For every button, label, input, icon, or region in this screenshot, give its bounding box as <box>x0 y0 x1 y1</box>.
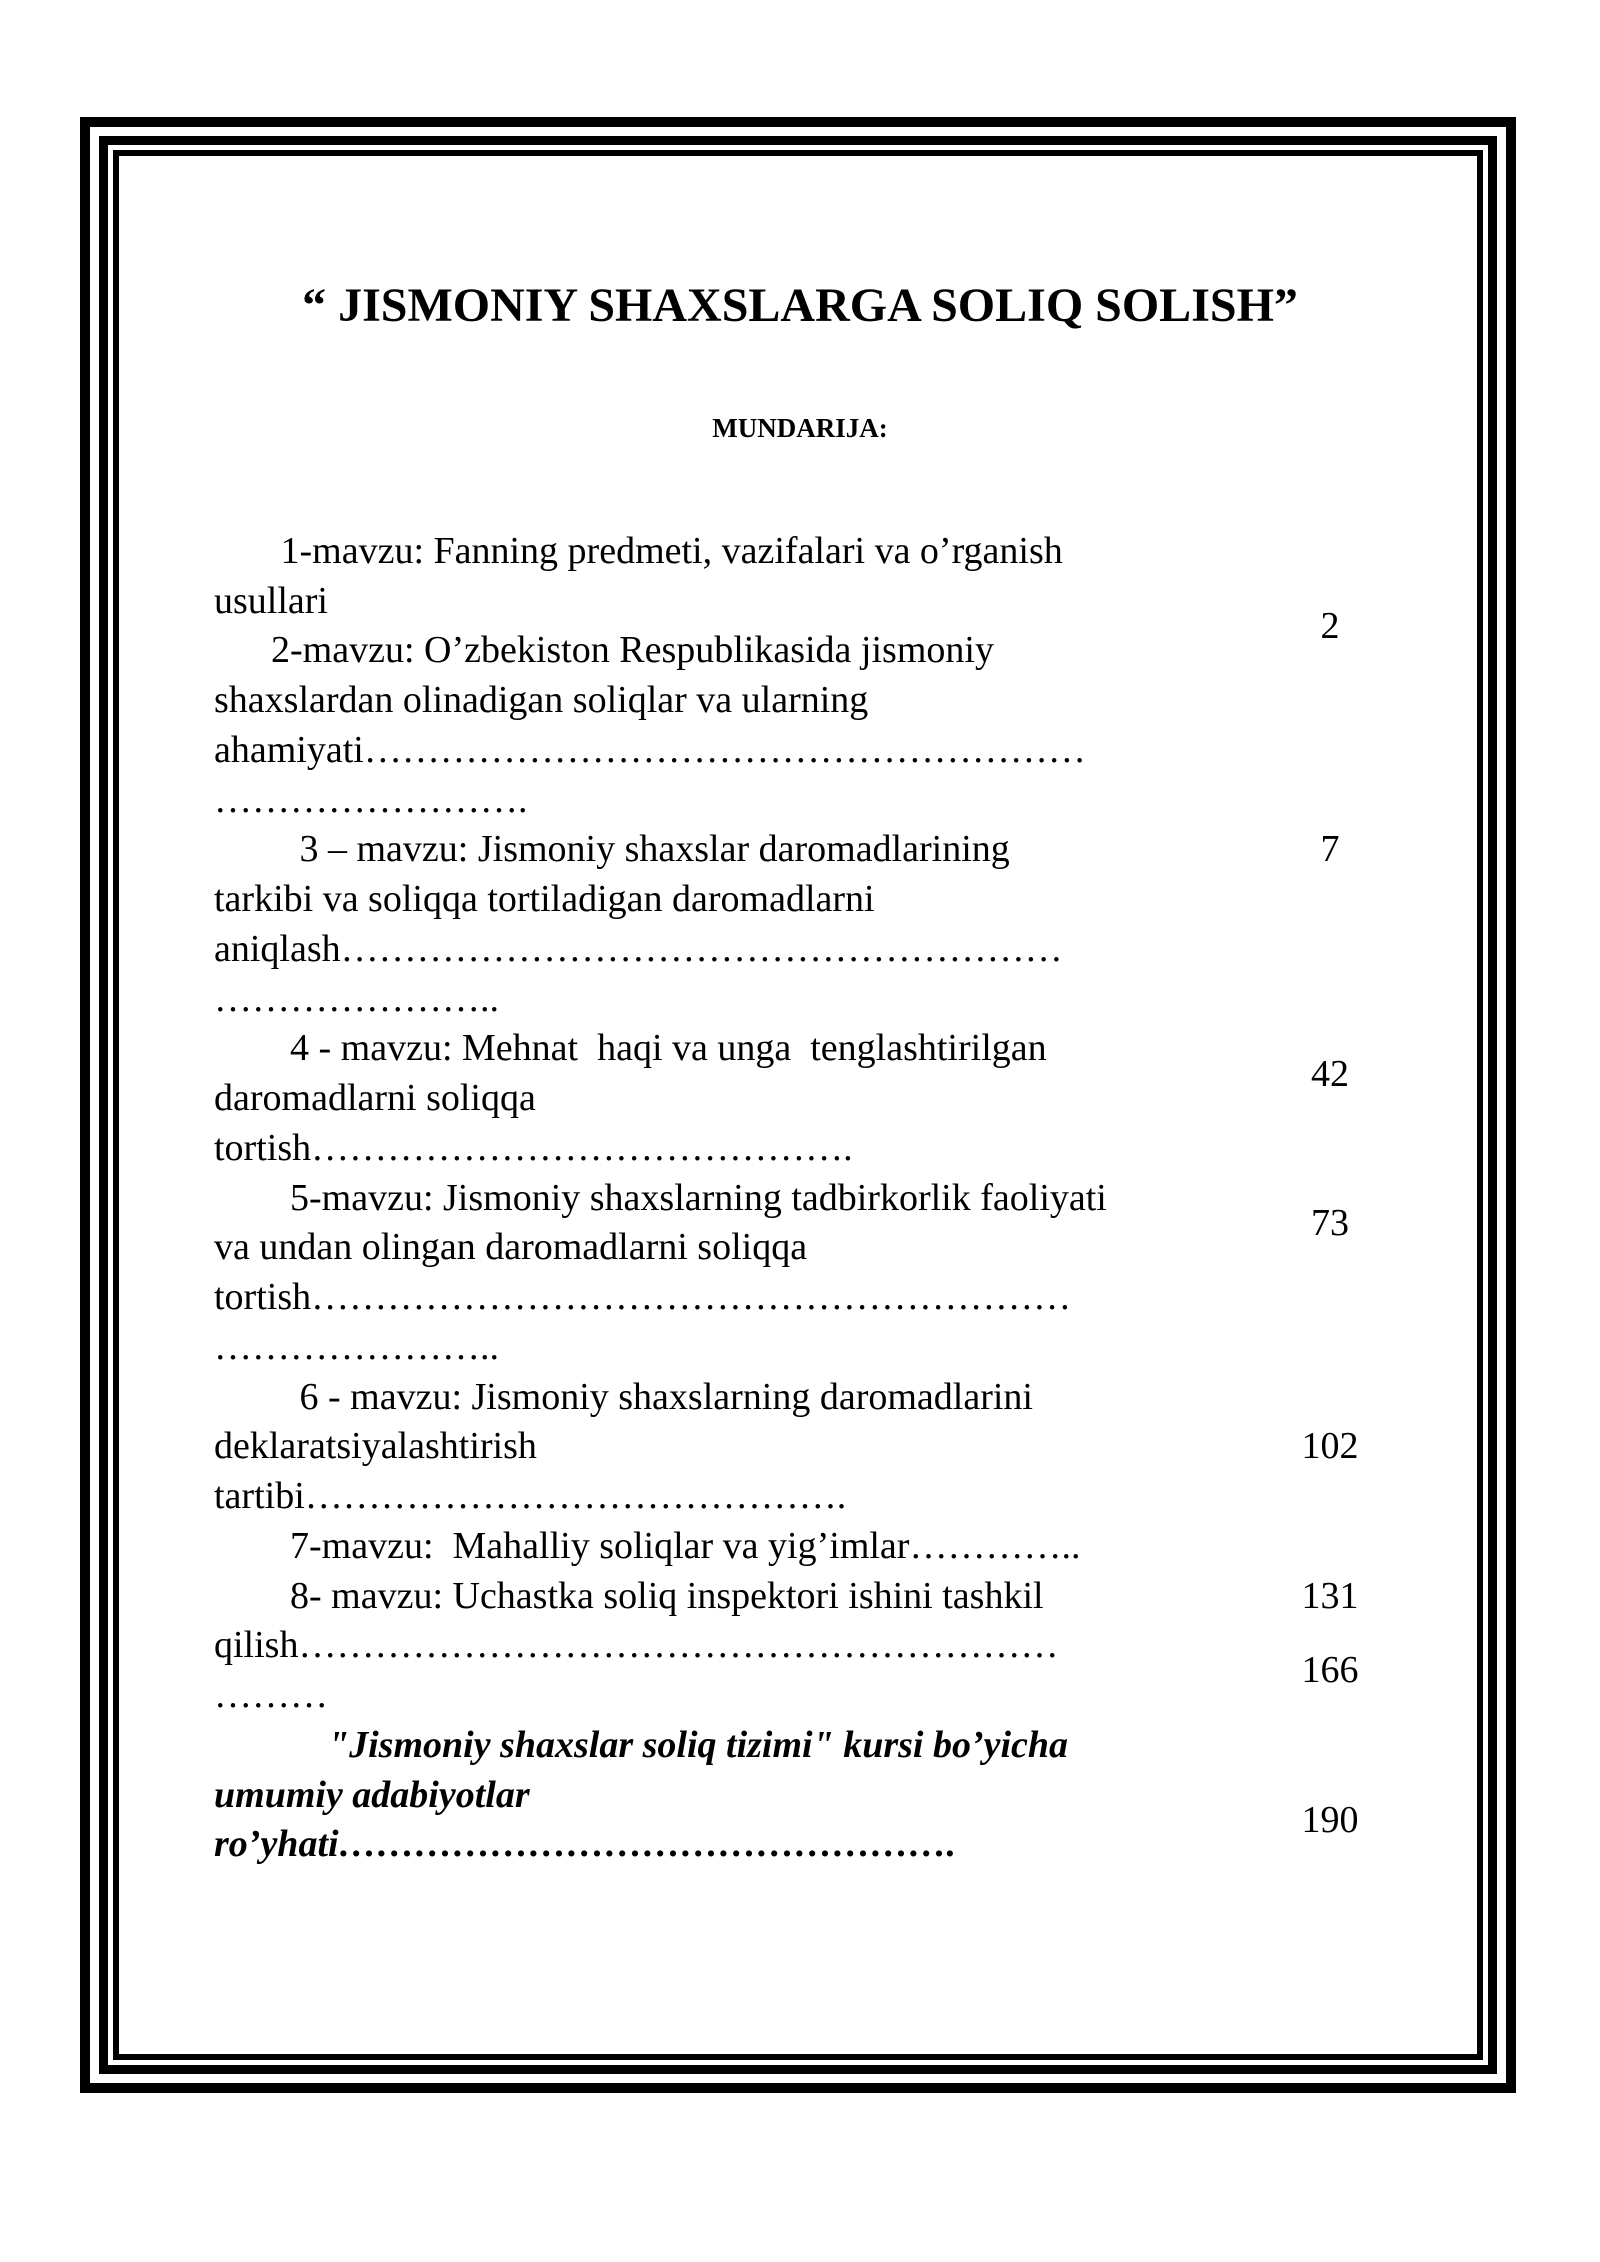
page-number: 190 <box>1301 1799 1359 1841</box>
toc-line-references: umumiy adabiyotlar <box>214 1774 530 1816</box>
page-number: 102 <box>1301 1425 1359 1467</box>
toc-line: tartibi……………………………………. <box>214 1475 847 1517</box>
toc-line: 3 – mavzu: Jismoniy shaxslar daromadlarining <box>214 828 1010 870</box>
toc-line: ahamiyati………………………………………………… <box>214 729 1086 771</box>
toc-line: 1-mavzu: Fanning predmeti, vazifalari va o’rganish <box>214 530 1063 572</box>
toc-line: va undan olingan daromadlarni soliqqa <box>214 1226 808 1268</box>
document-title: “ JISMONIY SHAXSLARGA SOLIQ SOLISH” <box>302 279 1298 332</box>
toc-line: usullari <box>214 580 328 622</box>
toc-line: tarkibi va soliqqa tortiladigan daromadlarni <box>214 878 875 920</box>
toc-line: aniqlash………………………………………………… <box>214 928 1063 970</box>
toc-line: ……………………. <box>214 779 528 821</box>
toc-line: shaxslardan olinadigan soliqlar va ularning <box>214 679 869 721</box>
toc-line: 8- mavzu: Uchastka soliq inspektori ishini tashkil <box>214 1575 1044 1617</box>
toc-line-references: ro’yhati…………………………………………. <box>214 1823 957 1865</box>
toc-line: daromadlarni soliqqa <box>214 1077 536 1119</box>
toc-line: 5-mavzu: Jismoniy shaxslarning tadbirkorlik faoliyati <box>214 1177 1107 1219</box>
toc-line: ………………….. <box>214 978 499 1020</box>
toc-line: ………………….. <box>214 1326 499 1368</box>
toc-line: 4 - mavzu: Mehnat haqi va unga tenglashtirilgan <box>214 1027 1047 1069</box>
toc-line: 2-mavzu: O’zbekiston Respublikasida jismoniy <box>214 629 994 671</box>
contents-heading: MUNDARIJA: <box>712 413 888 443</box>
toc-line: 7-mavzu: Mahalliy soliqlar va yig’imlar………….. <box>214 1525 1081 1567</box>
toc-line: tortish……………………………………. <box>214 1127 853 1169</box>
page-number: 42 <box>1311 1053 1349 1095</box>
toc-line: ……… <box>214 1674 328 1716</box>
toc-line: qilish…………………………………………………… <box>214 1624 1059 1666</box>
page-number: 166 <box>1301 1649 1359 1691</box>
toc-line: 6 - mavzu: Jismoniy shaxslarning daromadlarini <box>214 1376 1033 1418</box>
page-number: 131 <box>1301 1575 1359 1617</box>
page-number: 2 <box>1320 605 1340 647</box>
toc-line: deklaratsiyalashtirish <box>214 1425 537 1467</box>
toc-line-references: "Jismoniy shaxslar soliq tizimi" kursi bo’yicha <box>214 1724 1069 1766</box>
toc-line: tortish…………………………………………………… <box>214 1276 1072 1318</box>
page-number: 7 <box>1320 828 1340 870</box>
page-number: 73 <box>1311 1202 1349 1244</box>
